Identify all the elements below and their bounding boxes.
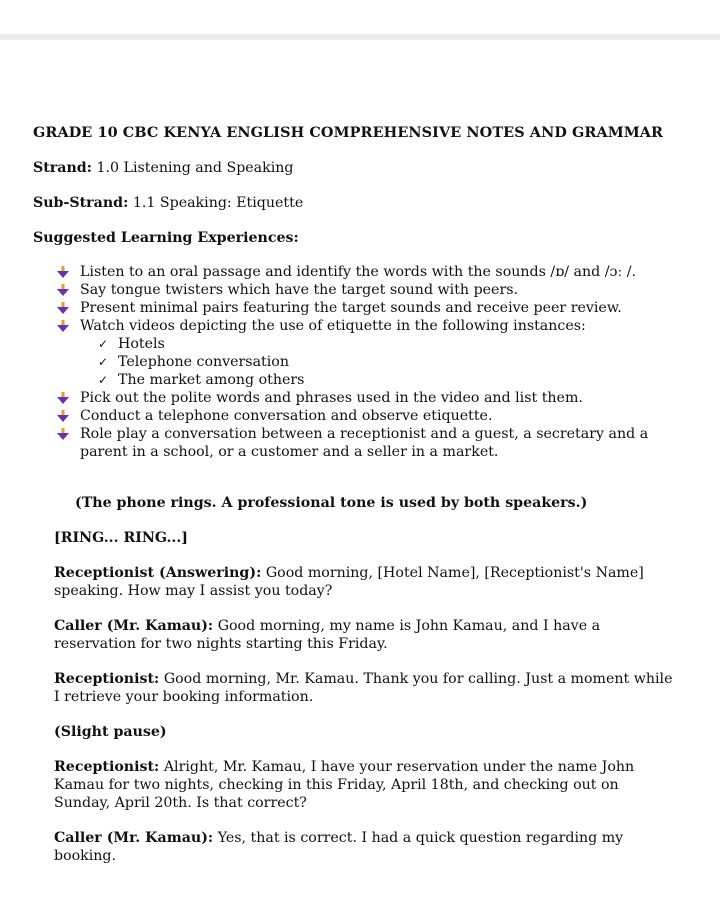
dialogue-line [54, 617, 674, 653]
experience-item [57, 407, 693, 425]
dialogue-text: Good morning, my name is John Kamau, and I have a reservation for two nights starting this Friday. [54, 618, 601, 652]
top-divider-bar [0, 34, 720, 40]
down-arrow-icon [57, 410, 69, 422]
checkmark-icon: ✓ [98, 373, 109, 387]
checkmark-icon: ✓ [98, 337, 109, 351]
notes-section [33, 124, 693, 461]
substrand-label: Sub-Strand: [33, 195, 129, 211]
dialogue-line [54, 829, 674, 865]
substrand-value: 1.1 Speaking: Etiquette [132, 195, 304, 211]
experience-text: Pick out the polite words and phrases used in the video and list them. [80, 390, 583, 406]
dialogue-line [54, 758, 674, 812]
experience-text: Present minimal pairs featuring the target sounds and receive peer review. [80, 300, 622, 316]
experience-text: Role play a conversation between a receptionist and a guest, a secretary and a parent in a school, or a customer and a seller in a market. [80, 426, 649, 460]
instance-item [96, 353, 693, 371]
experiences-heading: Suggested Learning Experiences: [33, 230, 299, 246]
checkmark-icon: ✓ [98, 355, 109, 369]
experience-item [57, 299, 693, 317]
dialogue-line [54, 670, 674, 706]
experience-item [57, 389, 693, 407]
dialogue-text: Alright, Mr. Kamau, I have your reservation under the name John Kamau for two nights, checking in this Friday, April 18th, and checking out on Sunday, April 20th. Is that correct? [54, 759, 635, 811]
experience-text: Say tongue twisters which have the target sound with peers. [80, 282, 519, 298]
ring-line [54, 529, 674, 547]
experience-text: Watch videos depicting the use of etiquette in the following instances: [80, 318, 586, 334]
experience-item [57, 281, 693, 299]
instance-text: Hotels [118, 336, 165, 352]
down-arrow-icon [57, 284, 69, 296]
down-arrow-icon [57, 428, 69, 440]
down-arrow-icon [57, 392, 69, 404]
instances-list [80, 335, 693, 389]
experience-item [57, 317, 693, 389]
strand-line [33, 159, 693, 177]
instance-text: Telephone conversation [118, 354, 289, 370]
pause-text: (Slight pause) [54, 724, 167, 740]
ring-text: [RING... RING...] [54, 530, 189, 546]
instance-item [96, 335, 693, 353]
down-arrow-icon [57, 320, 69, 332]
pause-line [54, 723, 674, 741]
dialogue-text: Good morning, [Hotel Name], [Receptionist's Name] speaking. How may I assist you today? [54, 565, 644, 599]
strand-value: 1.0 Listening and Speaking [96, 160, 294, 176]
substrand-line [33, 194, 693, 212]
speaker-label: Caller (Mr. Kamau): [54, 618, 214, 634]
instance-item [96, 371, 693, 389]
strand-label: Strand: [33, 160, 92, 176]
speaker-label: Receptionist: [54, 759, 160, 775]
experience-text: Conduct a telephone conversation and observe etiquette. [80, 408, 493, 424]
dialogue-section [54, 494, 674, 865]
speaker-label: Receptionist: [54, 671, 160, 687]
experiences-list [33, 263, 693, 461]
document-title: GRADE 10 CBC KENYA ENGLISH COMPREHENSIVE NOTES AND GRAMMAR [33, 124, 664, 141]
down-arrow-icon [57, 266, 69, 278]
down-arrow-icon [57, 302, 69, 314]
experience-text: Listen to an oral passage and identify the words with the sounds /ɒ/ and /ɔː /. [80, 264, 637, 280]
instance-text: The market among others [118, 372, 305, 388]
experience-item [57, 263, 693, 281]
dialogue-text: Good morning, Mr. Kamau. Thank you for calling. Just a moment while I retrieve your booking information. [54, 671, 673, 705]
dialogue-line [54, 564, 674, 600]
speaker-label: Caller (Mr. Kamau): [54, 830, 214, 846]
speaker-label: Receptionist (Answering): [54, 565, 262, 581]
stage-direction: (The phone rings. A professional tone is used by both speakers.) [75, 495, 588, 511]
experience-item [57, 425, 693, 461]
dialogue-text: Yes, that is correct. I had a quick question regarding my booking. [54, 830, 624, 864]
